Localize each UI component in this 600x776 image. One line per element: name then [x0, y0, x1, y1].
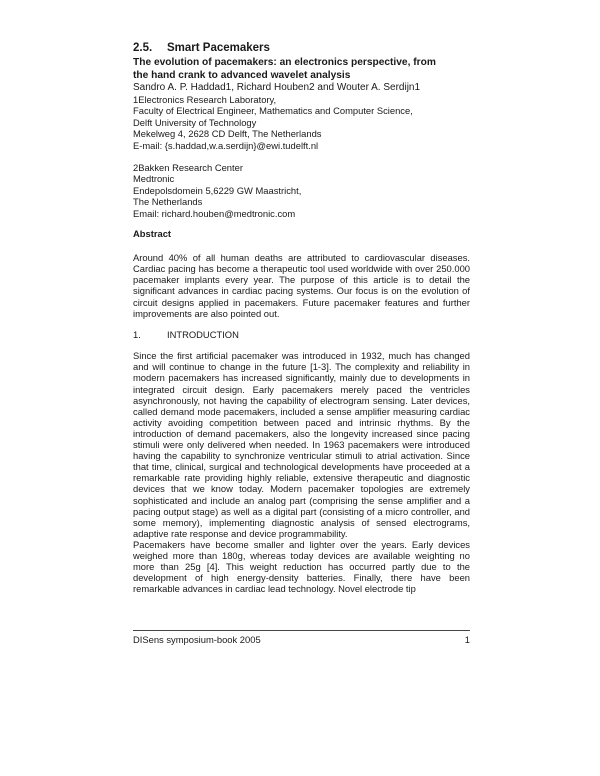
- paper-page: [133, 42, 470, 594]
- affiliation2-line: Medtronic: [133, 173, 175, 185]
- affiliation1-line: Faculty of Electrical Engineer, Mathematics and Computer Science,: [133, 105, 413, 117]
- affiliation1-line: Mekelweg 4, 2628 CD Delft, The Netherlands: [133, 128, 322, 140]
- footer-book-title: DISens symposium-book 2005: [133, 634, 261, 645]
- page-footer: [133, 630, 470, 645]
- intro-paragraph-1: Since the first artificial pacemaker was introduced in 1932, much has changed and will continue to change in the future [1-3]. The complexity and reliability in modern pacemakers has increased significantly, mainly due to developments in integrated circuit design. Early pacemakers merely paced the ventricles asynchronously, not having the capability of electrogram sensing. Later devices, called demand mode pacemakers, included a sense amplifier measuring cardiac activity avoiding competition between paced and intrinsic rhythms. By the introduction of demand pacemakers, also the longevity increased since pacing stimuli were only delivered when needed. In 1963 pacemakers were introduced having the capability to synchronize ventricular stimuli to atrial activation. Since that time, clinical, surgical and technological developments have proceeded at a remarkable rate providing highly reliable, extensive therapeutic and diagnostic devices that we know today. Modern pacemaker topologies are extremely sophisticated and include an analog part (comprising the sense amplifier and a pacing output stage) as well as a digital part (consisting of a micro controller, and some memory), implementing diagnostic analysis of sensed electrograms, adaptive rate response and device programmability.: [133, 350, 470, 539]
- intro-title: INTRODUCTION: [167, 328, 239, 340]
- section-heading: [133, 42, 470, 54]
- intro-number: 1.: [133, 328, 141, 340]
- abstract-heading: Abstract: [133, 227, 172, 239]
- paper-title-line-1: The evolution of pacemakers: an electronics perspective, from: [133, 57, 436, 68]
- page-number: 1: [464, 634, 470, 645]
- paper-title-line-2: the hand crank to advanced wavelet analysis: [133, 69, 351, 81]
- affiliation2-line: 2Bakken Research Center: [133, 161, 243, 173]
- intro-paragraph-2: Pacemakers have become smaller and lighter over the years. Early devices weighed more than 180g, whereas today devices are available weighting no more than 25g [4]. This weight reduction has occurred partly due to the development of high energy-density batteries. Finally, there have been remarkable advances in cardiac lead technology. Novel electrode tip: [133, 538, 470, 595]
- abstract-text: Around 40% of all human deaths are attributed to cardiovascular diseases. Cardiac pacing has become a therapeutic tool used worldwide with over 250.000 pacemaker implants every year. The purpose of this article is to detail the significant advances in cardiac pacing systems. Our focus is on the evolution of circuit designs applied in pacemakers. Future pacemaker features and further improvements are also pointed out.: [133, 252, 470, 319]
- affiliation2-email: Email: richard.houben@medtronic.com: [133, 207, 296, 219]
- intro-heading: [133, 329, 470, 341]
- affiliation1-line: 1Electronics Research Laboratory,: [133, 93, 277, 105]
- section-title: Smart Pacemakers: [167, 42, 270, 54]
- authors: Sandro A. P. Haddad1, Richard Houben2 and Wouter A. Serdijn1: [133, 82, 421, 93]
- affiliation1-email: E-mail: {s.haddad,w.a.serdijn}@ewi.tudelft.nl: [133, 139, 319, 151]
- section-number: 2.5.: [133, 42, 153, 54]
- affiliation2-line: The Netherlands: [133, 196, 203, 208]
- affiliation1-line: Delft University of Technology: [133, 116, 257, 128]
- affiliation2-line: Endepolsdomein 5,6229 GW Maastricht,: [133, 184, 302, 196]
